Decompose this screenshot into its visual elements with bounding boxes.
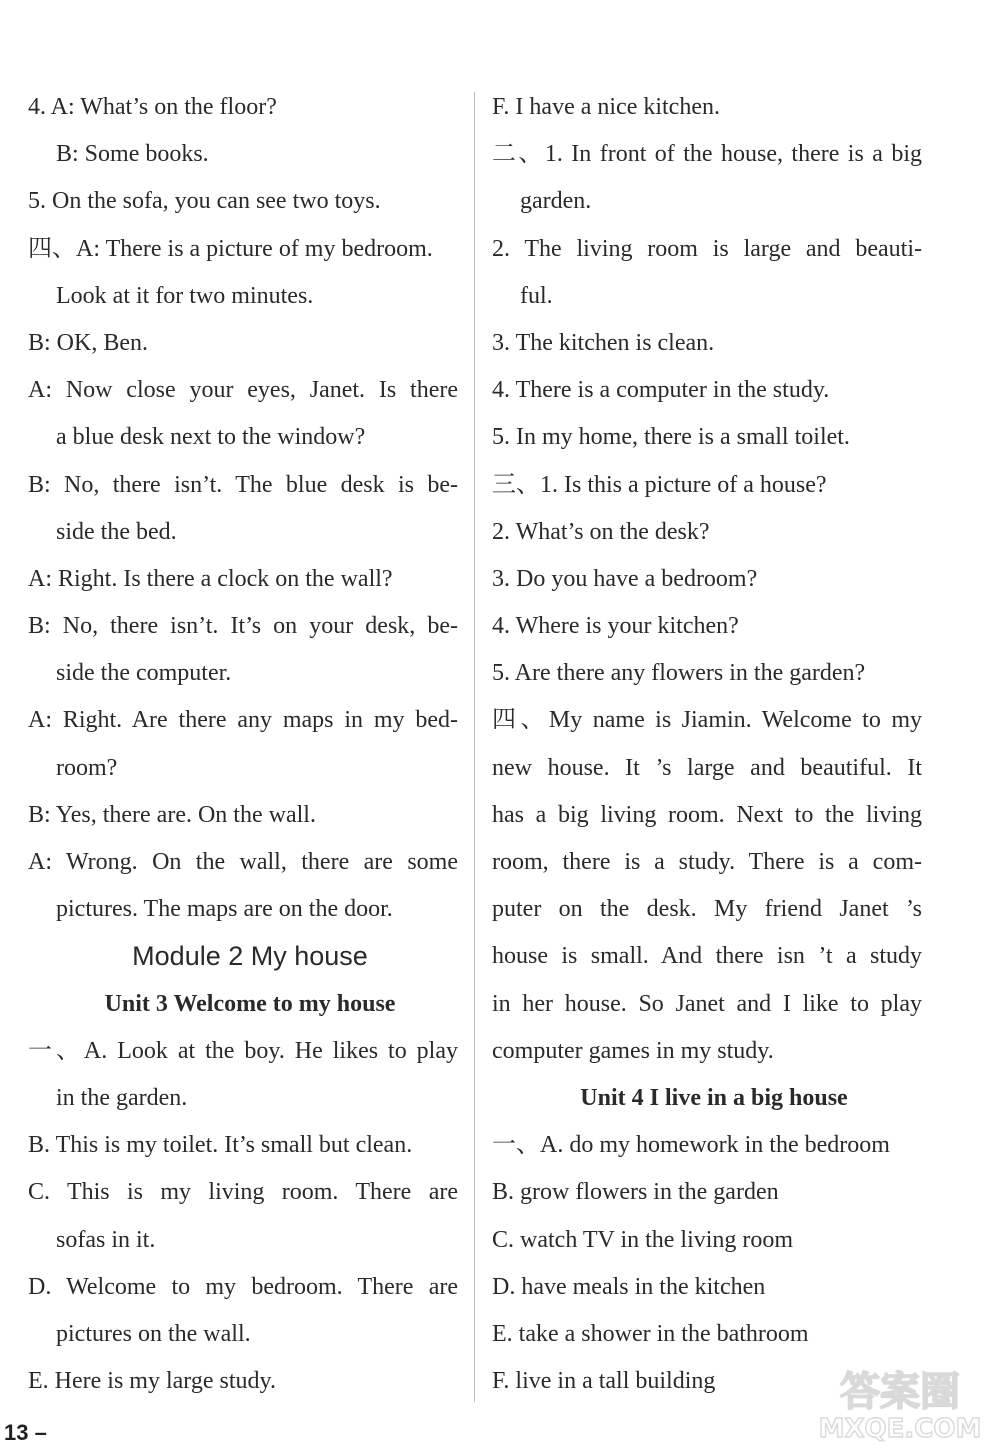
text-line: side the computer. (56, 660, 232, 687)
text-line: B: Yes, there are. On the wall. (28, 801, 316, 828)
page-number: 13 – (4, 1420, 47, 1445)
text-line: 2. What’s on the desk? (492, 518, 710, 545)
left-column (28, 84, 458, 1405)
text-line: 一、A. do my homework in the bedroom (492, 1132, 890, 1159)
text-line: 三、1. Is this a picture of a house? (492, 471, 827, 498)
text-line: room? (56, 754, 118, 781)
text-line: A: Now close your eyes, Janet. Is there (28, 377, 458, 404)
text-line: 二、1. In front of the house, there is a big (492, 141, 922, 168)
text-line: B. grow flowers in the garden (492, 1179, 779, 1206)
text-line: F. I have a nice kitchen. (492, 94, 720, 120)
text-line: 4. A: What’s on the floor? (28, 94, 277, 120)
text-line: F. live in a tall building (492, 1368, 716, 1395)
unit-heading: Unit 3 Welcome to my house (104, 990, 396, 1017)
text-line: in the garden. (56, 1084, 188, 1111)
text-line: A: Right. Is there a clock on the wall? (28, 565, 393, 592)
text-line: 4. There is a computer in the study. (492, 377, 830, 404)
text-line: B. This is my toilet. It’s small but clean. (28, 1132, 413, 1159)
text-line: 四、My name is Jiamin. Welcome to my (492, 707, 922, 734)
text-line: D. Welcome to my bedroom. There are (28, 1273, 458, 1300)
column-divider (474, 92, 475, 1402)
text-line: 3. The kitchen is clean. (492, 329, 715, 356)
watermark-url: MXQE.COM (818, 1414, 982, 1444)
right-column (492, 84, 922, 1405)
text-line: room, there is a study. There is a com- (492, 849, 922, 875)
text-line: pictures. The maps are on the door. (56, 896, 393, 923)
text-line: 5. Are there any flowers in the garden? (492, 660, 866, 687)
text-line: 5. In my home, there is a small toilet. (492, 424, 850, 451)
text-line: garden. (520, 188, 592, 215)
text-line: a blue desk next to the window? (56, 424, 366, 451)
text-line: pictures on the wall. (56, 1320, 251, 1347)
text-line: C. watch TV in the living room (492, 1226, 794, 1253)
text-line: B: No, there isn’t. The blue desk is be- (28, 471, 458, 498)
watermark-logo (808, 1363, 992, 1445)
module-heading: Module 2 My house (132, 941, 368, 972)
text-line: 2. The living room is large and beauti- (492, 235, 922, 262)
text-line: puter on the desk. My friend Janet ’s (492, 896, 922, 923)
text-line: A: Wrong. On the wall, there are some (28, 849, 458, 875)
text-line: sofas in it. (56, 1226, 156, 1253)
text-line: Look at it for two minutes. (56, 282, 314, 309)
text-line: 一、A. Look at the boy. He likes to play (28, 1037, 458, 1064)
text-line: 3. Do you have a bedroom? (492, 565, 758, 592)
text-line: D. have meals in the kitchen (492, 1273, 766, 1300)
text-line: new house. It ’s large and beautiful. It (492, 754, 922, 781)
text-line: 四、A: There is a picture of my bedroom. (28, 235, 433, 262)
text-line: ful. (520, 282, 553, 309)
text-line: in her house. So Janet and I like to play (492, 990, 922, 1017)
text-line: 5. On the sofa, you can see two toys. (28, 188, 381, 215)
text-line: B: OK, Ben. (28, 329, 148, 356)
text-line: E. Here is my large study. (28, 1368, 276, 1395)
text-line: 4. Where is your kitchen? (492, 613, 739, 640)
text-line: computer games in my study. (492, 1037, 774, 1064)
text-line: side the bed. (56, 518, 177, 545)
text-line: has a big living room. Next to the living (492, 801, 922, 828)
text-line: house is small. And there isn ’t a study (492, 943, 922, 970)
text-line: E. take a shower in the bathroom (492, 1320, 809, 1347)
text-line: B: No, there isn’t. It’s on your desk, be- (28, 613, 458, 640)
unit-heading: Unit 4 I live in a big house (580, 1084, 848, 1111)
watermark-text: 答案圈 (840, 1369, 960, 1415)
text-line: A: Right. Are there any maps in my bed- (28, 707, 458, 734)
text-line: C. This is my living room. There are (28, 1179, 458, 1206)
text-line: B: Some books. (56, 141, 209, 168)
